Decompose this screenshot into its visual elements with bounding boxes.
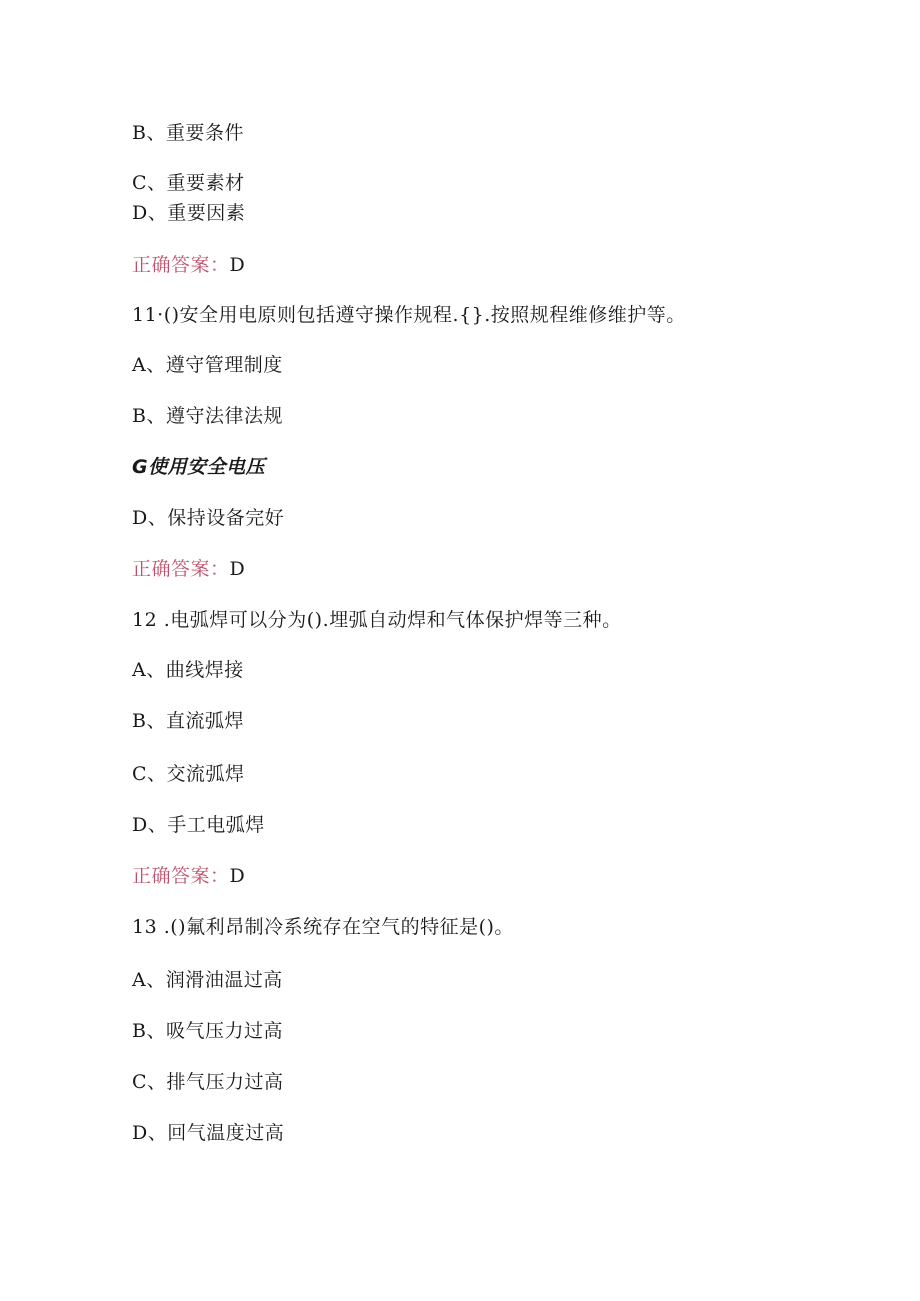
answer-label: 正确答案： [132,865,230,887]
question-11: 11·()安全用电原则包括遵守操作规程.{}.按照规程维修维护等。 [132,304,686,326]
answer-label: 正确答案： [132,254,230,276]
option-d-q12: D、手工电弧焊 [132,814,265,836]
answer-letter: D [229,865,246,887]
option-a-q13: A、润滑油温过高 [132,969,283,991]
option-d-q10: D、重要因素 [132,202,246,224]
option-c-q13: C、排气压力过高 [132,1071,284,1093]
answer-q12 [132,864,245,888]
option-a-q12: A、曲线焊接 [132,659,244,681]
option-d-q13: D、回气温度过高 [132,1122,285,1144]
answer-label: 正确答案： [132,558,230,580]
question-12: 12 .电弧焊可以分为().埋弧自动焊和气体保护焊等三种。 [132,609,622,631]
answer-q11 [132,557,245,581]
question-13: 13 .()氟利昂制冷系统存在空气的特征是()。 [132,916,514,938]
answer-letter: D [229,558,246,580]
option-b-q10: B、重要条件 [132,122,244,144]
option-c-q12: C、交流弧焊 [132,763,245,785]
answer-letter: D [229,254,246,276]
option-b-q12: B、直流弧焊 [132,710,244,732]
option-b-q13: B、吸气压力过高 [132,1020,283,1042]
option-b-q11: B、遵守法律法规 [132,405,283,427]
option-a-q11: A、遵守管理制度 [132,354,283,376]
option-c-q11: G使用安全电压 [132,456,266,478]
option-d-q11: D、保持设备完好 [132,507,285,529]
option-c-q10: C、重要素材 [132,172,245,194]
answer-q10 [132,253,245,277]
